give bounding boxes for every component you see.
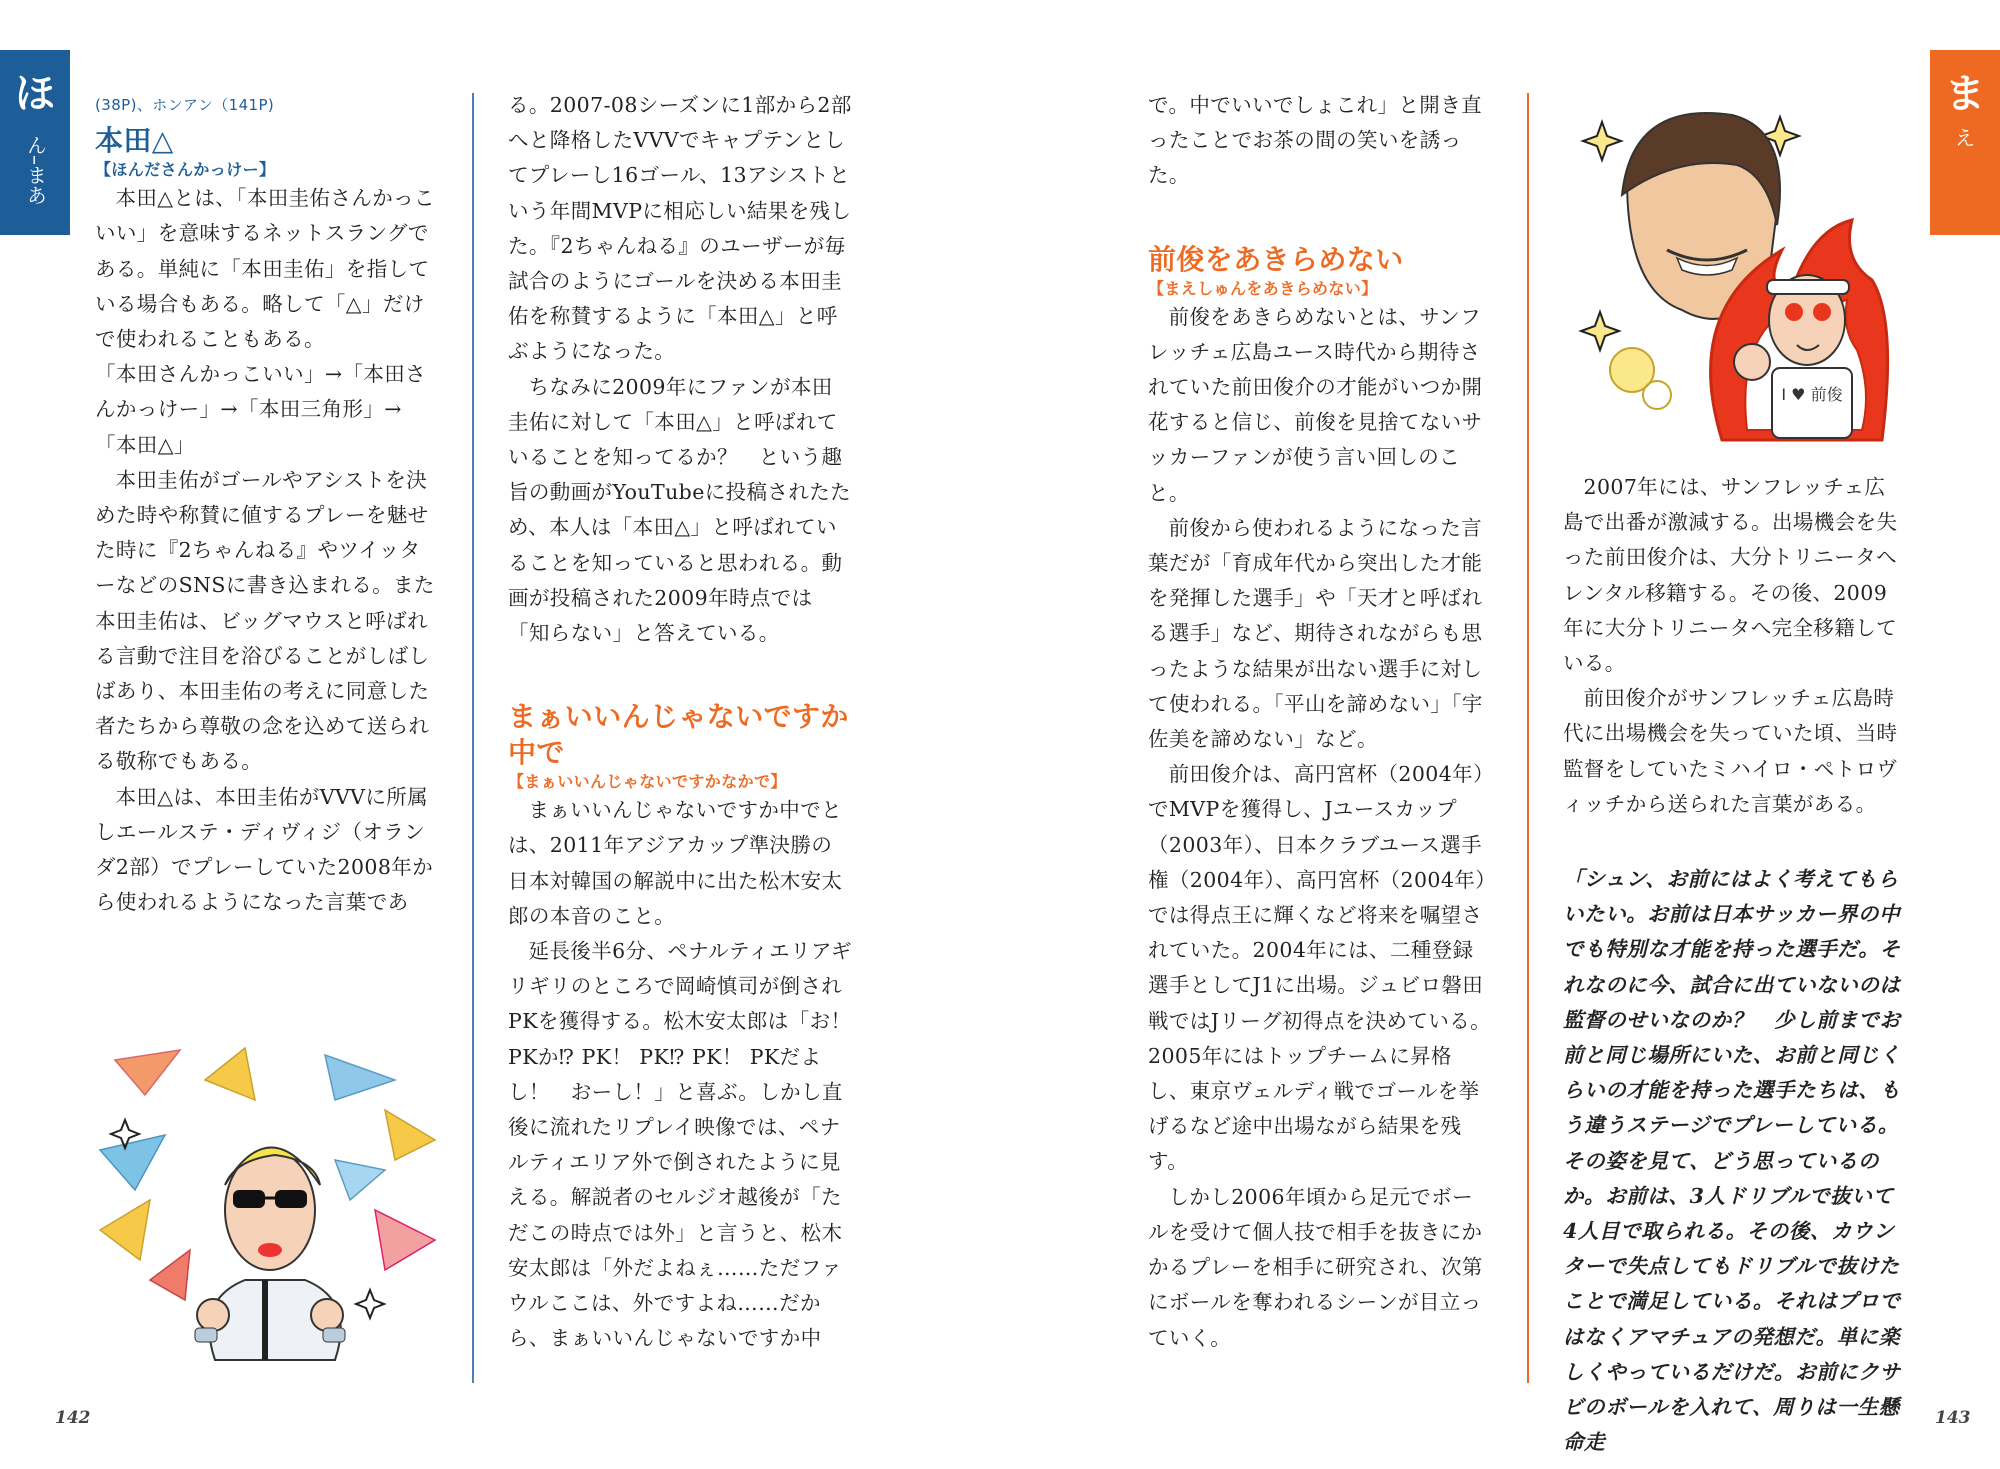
index-tab-kana: ま [1945, 71, 1985, 117]
paragraph: 前田俊介は、高円宮杯（2004年）でMVPを獲得し、Jユースカップ（2003年）、日本クラブユース選手権（2004年）、高円宮杯（2004年）では得点王に輝くなど将来を嘱望されていた。2004年には、二種登録選手としてJ1に出場。ジュビロ磐田戦ではJリーグ初得点を決めている。2005年にはトップチームに昇格し、東京ヴェルディ戦でゴールを挙げるなど途中出場ながら結果を残す。 [1148, 762, 1492, 1174]
page-number-right: 143 [1935, 1408, 1971, 1428]
index-tab-range: ん–まあ [23, 135, 48, 205]
paragraph: しかし2006年頃から足元でボールを受けて個人技で相手を抜きにかかるプレーを相手に研究され、次第にボールを奪われるシーンが目立っていく。 [1148, 1184, 1483, 1350]
paragraph: 本田圭佑がゴールやアシストを決めた時や称賛に値するプレーを魅せた時に『2ちゃんねる』やツイッターなどのSNSに書き込まれる。また本田圭佑は、ビッグマウスと呼ばれる言動で注目を浴びることがしばしばあり、本田圭佑の考えに同意した者たちから尊敬の念を込めて送られる敬称でもある。 [95, 467, 435, 774]
paragraph: まぁいいんじゃないですか中でとは、2011年アジアカップ準決勝の日本対韓国の解説中に出た松木安太郎の本音のこと。 [508, 798, 843, 928]
quote: 「シュン、お前にはよく考えてもらいたい。お前は日本サッカー界の中でも特別な才能を持った選手だ。それなのに今、試合に出ていないのは監督のせいなのか？ 少し前までお前と同じ場所にいた、お前と同じくらいの才能を持った選手たちは、もう違うステージでプレーしている。その姿を見て、どう思っているのか。お前は、3人ドリブルで抜いて4人目で取られる。その後、カウンターで失点してもドリブルで抜けたことで満足している。それはプロではなくアマチュアの発想だ。単に楽しくやっているだけだ。お前にクサビのボールを入れて、周りは一生懸命走 [1563, 867, 1901, 1455]
entry-reading-honda: 【ほんださんかっけー】 [95, 160, 276, 180]
index-tab-ho [0, 50, 70, 235]
paragraph: ちなみに2009年にファンが本田圭佑に対して「本田△」と呼ばれていることを知ってるか？ という趣旨の動画がYouTubeに投稿されたため、本人は「本田△」と呼ばれていることを知っていると思われる。動画が投稿された2009年時点では「知らない」と答えている。 [508, 374, 852, 646]
column-2 [508, 88, 853, 1357]
paragraph: る。2007-08シーズンに1部から2部へと降格したVVVでキャプテンとしてプレーし16ゴール、13アシストという年間MVPに相応しい結果を残した。『2ちゃんねる』のユーザーが毎試合のようにゴールを決める本田圭佑を称賛するように「本田△」と呼ぶようになった。 [508, 93, 852, 364]
entry-reading-maeshun: 【まえしゅんをあきらめない】 [1148, 278, 1378, 298]
cross-reference: (38P)、ホンアン（141P) [95, 96, 275, 114]
paragraph: 前俊をあきらめないとは、サンフレッチェ広島ユース時代から期待されていた前田俊介の才能がいつか開花すると信じ、前俊を見捨てないサッカーファンが使う言い回しのこと。 [1148, 304, 1483, 505]
honda-illustration [95, 1040, 440, 1385]
paragraph: 2007年には、サンフレッチェ広島で出番が激減する。出場機会を失った前田俊介は、大分トリニータへレンタル移籍する。その後、2009年に大分トリニータへ完全移籍している。 [1563, 475, 1898, 676]
paragraph: 前田俊介がサンフレッチェ広島時代に出場機会を失っていた頃、当時監督をしていたミハイロ・ペトロヴィッチから送られた言葉がある。 [1563, 686, 1898, 816]
maeda-illustration [1572, 100, 1902, 445]
entry-reading-maa: 【まぁいいんじゃないですかなかで】 [508, 772, 787, 792]
index-tab-range: え [1955, 126, 1975, 150]
column-divider [1527, 93, 1529, 1383]
entry-title-maa: まぁいいんじゃないですか中で [508, 700, 849, 770]
entry-title-honda: 本田△ [95, 124, 174, 158]
entry-title-maeshun: 前俊をあきらめない [1148, 242, 1404, 276]
right-page [1000, 0, 2000, 1469]
paragraph: 本田△は、本田圭佑がVVVに所属しエールステ・ディヴィジ（オランダ2部）でプレーしていた2008年から使われるようになった言葉であ [95, 784, 434, 915]
column-divider [472, 93, 474, 1383]
paragraph: 「本田さんかっこいい」→「本田さんかっけー」→「本田三角形」→「本田△」 [95, 362, 427, 457]
shirt-text: I ♥ 前俊 [1781, 385, 1843, 404]
paragraph: 前俊から使われるようになった言葉だが「育成年代から突出した才能を発揮した選手」や「天才と呼ばれる選手」など、期待されながらも思ったような結果が出ない選手に対して使われる。「平山を諦めない」「宇佐美を諦めない」など。 [1148, 515, 1483, 752]
index-tab-kana: ほ [15, 71, 55, 117]
page-number-left: 142 [55, 1408, 91, 1428]
column-4 [1563, 470, 1903, 1460]
column-1 [95, 88, 440, 920]
paragraph: で。中でいいでしょこれ」と開き直ったことでお茶の間の笑いを誘った。 [1148, 93, 1482, 188]
column-3 [1148, 88, 1493, 1356]
index-tab-ma [1930, 50, 2000, 235]
paragraph: 本田△とは、「本田圭佑さんかっこいい」を意味するネットスラングである。単純に「本田圭佑」を指している場合もある。略して「△」だけで使われることもある。 [95, 186, 435, 352]
paragraph: 延長後半6分、ペナルティエリアギリギリのところで岡崎慎司が倒されPKを獲得する。松木安太郎は「お！ PKか⁉ PK！ PK⁉ PK！ PKだよし！ おーし！」と喜ぶ。しかし直後に流れたリプレイ映像では、ペナルティエリア外で倒されたように見える。解説者のセルジオ越後が「ただこの時点では外」と言うと、松木安太郎は「外だよねぇ……ただファウルここは、外ですよね……だから、まぁいいんじゃないですか中 [508, 939, 852, 1351]
